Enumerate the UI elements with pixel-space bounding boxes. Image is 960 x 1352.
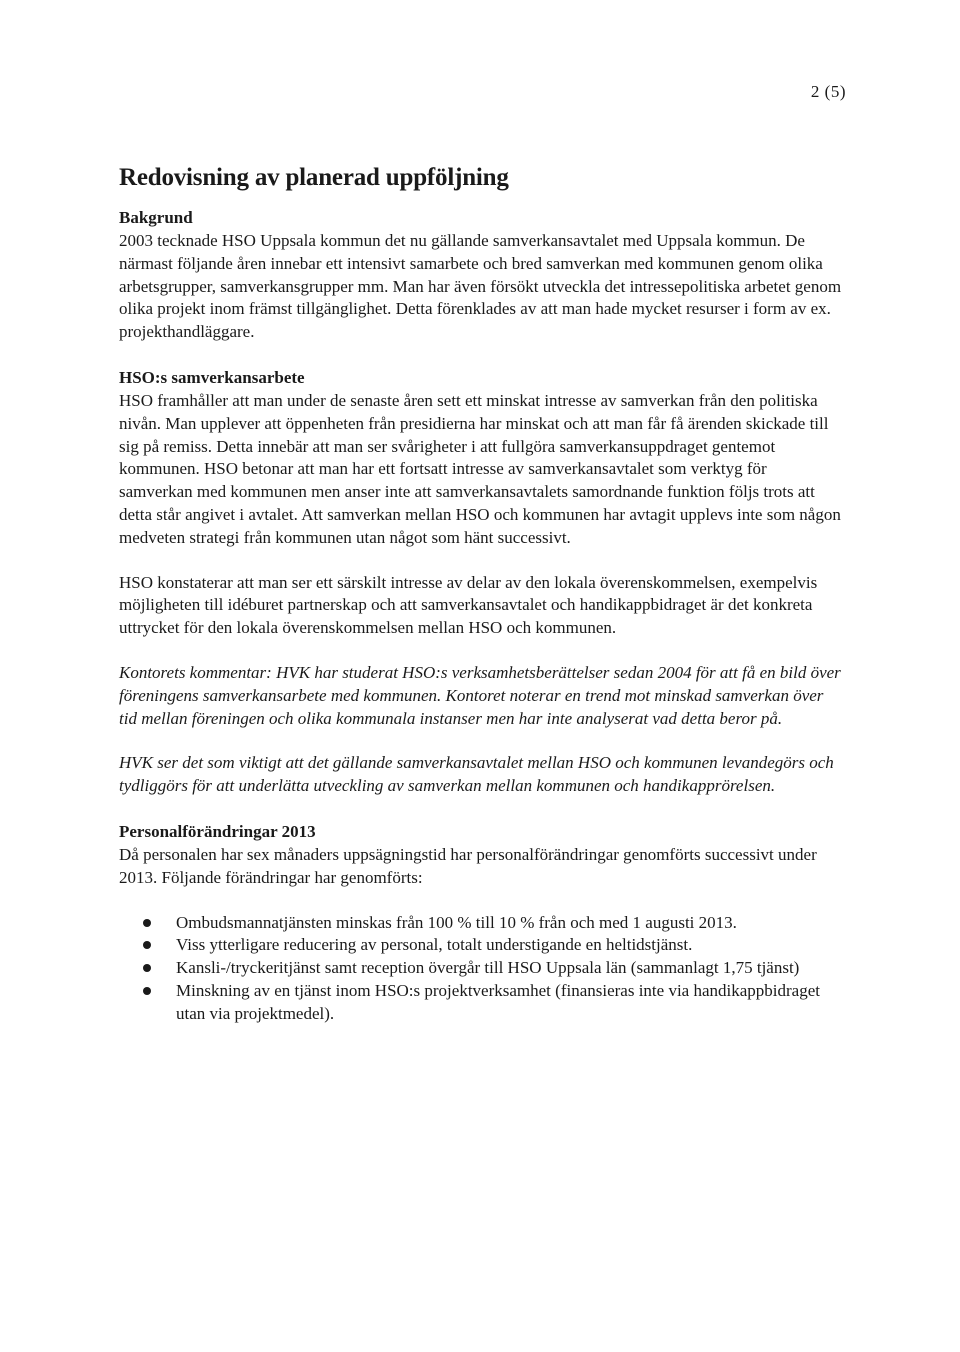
- bullet-icon: [143, 919, 151, 927]
- bullet-icon: [143, 964, 151, 972]
- section-heading-bakgrund: Bakgrund: [119, 208, 193, 227]
- paragraph-bakgrund: 2003 tecknade HSO Uppsala kommun det nu gällande samverkansavtalet med Uppsala kommun. De närmast följande åren innebar ett intensivt samarbete och bred samverkan med kommunen genom olika arbetsgrupper, samverkansgrupper mm. Man har även försökt utveckla det intressepolitiska arbetet genom olika projekt inom främst tillgänglighet. Detta förenklades av att man hade mycket resurser i form av ex. projekthandläggare.: [119, 231, 842, 342]
- document-body: [119, 160, 844, 1026]
- paragraph-samverkan-2: HSO konstaterar att man ser ett särskilt intresse av delar av den lokala överenskommelsen, exempelvis möjligheten till idéburet partnerskap och att samverkansavtalet och handikappbidraget är det konkreta uttrycket för den lokala överenskommelsen mellan HSO och kommunen.: [119, 572, 818, 638]
- list-item: [119, 912, 844, 935]
- document-title: Redovisning av planerad uppföljning: [119, 164, 509, 191]
- bullet-icon: [143, 941, 151, 949]
- section-heading-samverkansarbete: HSO:s samverkansarbete: [119, 367, 305, 387]
- list-item-text: Viss ytterligare reducering av personal, totalt understigande en heltidstjänst.: [176, 935, 693, 955]
- list-item: [119, 934, 844, 957]
- list-item: [119, 957, 844, 980]
- list-item-text: Ombudsmannatjänsten minskas från 100 % till 10 % från och med 1 augusti 2013.: [176, 912, 737, 932]
- page-number: 2 (5): [810, 82, 846, 101]
- list-item-text: Kansli-/tryckeritjänst samt reception övergår till HSO Uppsala län (sammanlagt 1,75 tjänst): [176, 958, 800, 978]
- personal-changes-list: [119, 912, 844, 1026]
- list-item-text: Minskning av en tjänst inom HSO:s projektverksamhet (finansieras inte via handikappbidraget utan via projektmedel).: [176, 980, 820, 1023]
- paragraph-personal: Då personalen har sex månaders uppsägningstid har personalförändringar genomförts successivt under 2013. Följande förändringar har genomförts:: [119, 844, 817, 887]
- list-item: [119, 980, 844, 1026]
- paragraph-hvk-statement: HVK ser det som viktigt att det gällande samverkansavtalet mellan HSO och kommunen levandegörs och tydliggörs för att underlätta utveckling av samverkan mellan kommunen och handikapprörelsen.: [119, 753, 834, 796]
- section-heading-personal: Personalförändringar 2013: [119, 821, 316, 841]
- paragraph-kontorets-kommentar: Kontorets kommentar: HVK har studerat HSO:s verksamhetsberättelser sedan 2004 för att få en bild över föreningens samverkansarbete med kommunen. Kontoret noterar en trend mot minskad samverkan över tid mellan föreningen och olika kommunala instanser men har inte analyserat vad detta beror på.: [119, 662, 841, 728]
- paragraph-samverkan-1: HSO framhåller att man under de senaste åren sett ett minskat intresse av samverkan från den politiska nivån. Man upplever att öppenheten från presidierna har minskat och att man får få ärenden skickade till sig på remiss. Detta innebär att man ser svårigheter i att fullgöra samverkansuppdraget gentemot kommunen. HSO betonar att man har ett fortsatt intresse av samverkansavtalet som verktyg för samverkan med kommunen men anser inte att samverkansavtalets samordnande funktion följs trots att detta står angivet i avtalet. Att samverkan mellan HSO och kommunen har avtagit upplevs inte som någon medveten strategi från kommunen utan något som hänt successivt.: [119, 390, 841, 547]
- bullet-icon: [143, 987, 151, 995]
